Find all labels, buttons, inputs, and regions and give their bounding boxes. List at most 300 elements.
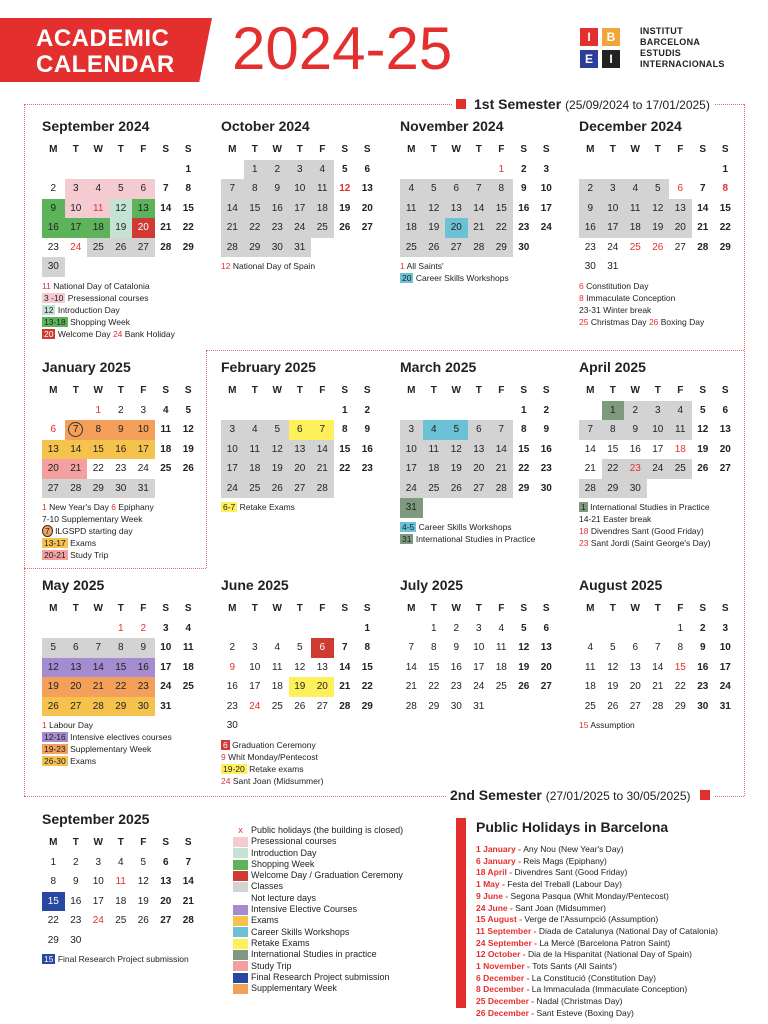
day-number: 17 — [473, 661, 485, 673]
day-cell — [647, 218, 670, 238]
day-number: 22 — [361, 681, 373, 693]
empty-cell — [400, 160, 423, 180]
day-cell — [400, 420, 423, 440]
day-cell — [155, 440, 178, 460]
day-cell — [535, 440, 558, 460]
day-number: 14 — [316, 443, 328, 455]
day-cell — [132, 479, 155, 499]
day-cell — [266, 199, 289, 219]
day-number: 13 — [473, 443, 485, 455]
day-number: 25 — [92, 241, 104, 253]
weekday-header: M — [49, 603, 58, 615]
month-title: April 2025 — [579, 359, 646, 375]
day-number: 20 — [629, 681, 641, 693]
weekday-header: F — [677, 385, 684, 397]
holiday-item — [476, 996, 718, 1008]
day-number: 11 — [496, 642, 507, 654]
empty-cell — [65, 160, 88, 180]
legend-item — [233, 961, 403, 972]
day-cell — [311, 677, 334, 697]
day-cell — [669, 401, 692, 421]
note-line — [579, 525, 755, 537]
day-cell — [535, 218, 558, 238]
day-cell — [669, 677, 692, 697]
day-number: 6 — [50, 424, 57, 436]
day-cell — [714, 420, 737, 440]
note-date: 24 — [112, 328, 123, 339]
legend-item — [233, 836, 403, 847]
day-cell — [714, 160, 737, 180]
day-cell — [221, 677, 244, 697]
weekday-header: S — [162, 603, 170, 615]
day-cell — [423, 697, 446, 717]
day-number: 7 — [68, 422, 83, 437]
day-number: 29 — [674, 700, 686, 712]
legend-swatch — [233, 905, 248, 915]
legend-item — [233, 915, 403, 926]
day-cell — [311, 479, 334, 499]
day-cell — [289, 179, 312, 199]
day-cell — [624, 218, 647, 238]
note-date: 19-23 — [44, 744, 66, 754]
day-number: 27 — [137, 241, 149, 253]
day-number: 18 — [115, 895, 127, 907]
day-number: 20 — [540, 661, 552, 673]
empty-cell — [221, 619, 244, 639]
day-number: 26 — [450, 482, 462, 494]
day-number: 4 — [498, 622, 505, 634]
day-cell — [579, 218, 602, 238]
day-number: 11 — [406, 202, 417, 214]
holiday-separator: - — [499, 879, 508, 890]
day-cell — [334, 179, 357, 199]
day-cell — [468, 179, 491, 199]
day-number: 12 — [137, 876, 149, 888]
day-cell — [400, 218, 423, 238]
day-cell — [692, 619, 715, 639]
day-number: 22 — [518, 463, 530, 475]
day-number: 10 — [540, 183, 552, 195]
day-cell — [87, 638, 110, 658]
day-number: 16 — [518, 202, 530, 214]
day-cell — [669, 638, 692, 658]
day-cell — [87, 697, 110, 717]
day-number: 6 — [140, 183, 147, 195]
day-number: 18 — [160, 443, 172, 455]
holiday-name: La Immaculada (Immaculate Conception) — [531, 984, 688, 995]
day-number: 19 — [137, 895, 149, 907]
day-number: 25 — [674, 463, 686, 475]
day-number: 24 — [294, 222, 306, 234]
day-number: 14 — [584, 443, 596, 455]
note-line — [42, 755, 218, 767]
day-number: 19 — [607, 681, 619, 693]
day-number: 14 — [473, 202, 485, 214]
day-cell — [244, 420, 267, 440]
day-cell — [110, 459, 133, 479]
note-date: 25 — [579, 316, 589, 327]
weekday-header: W — [630, 603, 640, 615]
day-cell — [602, 658, 625, 678]
holiday-name: Festa del Treball (Labour Day) — [507, 879, 622, 890]
day-number: 29 — [518, 482, 530, 494]
empty-cell — [490, 401, 513, 421]
day-number: 9 — [699, 642, 706, 654]
month-calendar — [579, 118, 755, 328]
day-number: 13 — [316, 661, 328, 673]
day-cell — [468, 619, 491, 639]
empty-cell — [42, 160, 65, 180]
day-number: 10 — [607, 202, 619, 214]
legend-label: Study Trip — [251, 960, 292, 971]
empty-cell — [579, 401, 602, 421]
day-number: 13 — [719, 424, 731, 436]
day-cell — [400, 459, 423, 479]
day-cell — [356, 401, 379, 421]
note-line — [579, 513, 755, 525]
day-number: 27 — [473, 482, 485, 494]
legend-swatch — [233, 893, 248, 903]
day-number: 17 — [719, 661, 731, 673]
month-title: December 2024 — [579, 118, 682, 134]
day-number: 7 — [475, 183, 482, 195]
note-text: Epiphany — [115, 502, 154, 512]
note-text: Bank Holiday — [122, 328, 175, 339]
weekday-header: S — [520, 603, 528, 615]
day-cell — [289, 420, 312, 440]
weekday-header: S — [162, 144, 170, 156]
note-date: 3 -10 — [44, 292, 64, 303]
day-cell — [647, 677, 670, 697]
note-line — [579, 304, 755, 316]
day-number: 13 — [674, 202, 686, 214]
weekday-header: T — [609, 603, 616, 615]
day-cell — [155, 619, 178, 639]
day-number: 12 — [428, 202, 440, 214]
day-cell — [669, 658, 692, 678]
legend-swatch — [233, 916, 248, 926]
weekday-header: T — [72, 385, 79, 397]
holiday-separator: - — [506, 867, 515, 878]
note-date: 1 — [42, 502, 47, 512]
day-cell — [266, 420, 289, 440]
note-line — [42, 513, 218, 525]
day-cell — [289, 658, 312, 678]
holiday-date: 1 May — [476, 879, 500, 890]
month-notes — [579, 501, 755, 549]
empty-cell — [602, 619, 625, 639]
day-number: 28 — [584, 482, 596, 494]
day-number: 8 — [430, 642, 437, 654]
day-cell — [692, 638, 715, 658]
legend-item — [233, 859, 403, 870]
day-cell — [110, 440, 133, 460]
day-cell — [110, 238, 133, 258]
legend-label: Shopping Week — [251, 858, 315, 869]
day-number: 26 — [339, 222, 351, 234]
day-cell — [42, 479, 65, 499]
legend-swatch — [233, 939, 248, 949]
month-notes — [42, 280, 218, 340]
day-number: 19 — [271, 463, 283, 475]
first-semester-dates: (25/09/2024 to 17/01/2025) — [565, 98, 710, 112]
day-number: 4 — [319, 163, 326, 175]
empty-cell — [647, 160, 670, 180]
day-cell — [334, 697, 357, 717]
day-cell — [65, 218, 88, 238]
legend-item — [233, 893, 403, 904]
day-cell — [42, 179, 65, 199]
day-number: 20 — [316, 681, 328, 693]
day-number: 20 — [137, 222, 149, 234]
day-cell — [177, 179, 200, 199]
day-cell — [513, 179, 536, 199]
day-cell — [669, 420, 692, 440]
day-number: 26 — [428, 241, 440, 253]
month-grid — [221, 381, 397, 498]
day-number: 8 — [50, 876, 57, 888]
day-number: 27 — [540, 681, 552, 693]
day-number: 5 — [185, 404, 192, 416]
day-cell — [132, 238, 155, 258]
day-number: 9 — [364, 424, 371, 436]
month-notes — [400, 260, 576, 284]
month-calendar — [221, 118, 397, 272]
weekday-header: T — [430, 385, 437, 397]
day-cell — [334, 218, 357, 238]
month-notes — [221, 739, 397, 787]
day-number: 6 — [543, 622, 550, 634]
day-number: 30 — [584, 261, 596, 273]
institution-line: ESTUDIS — [640, 48, 682, 58]
day-cell — [468, 199, 491, 219]
day-number: 20 — [294, 463, 306, 475]
day-number: 20 — [473, 463, 485, 475]
day-number: 18 — [495, 661, 507, 673]
day-number: 14 — [92, 661, 104, 673]
day-cell — [110, 401, 133, 421]
day-number: 9 — [117, 424, 124, 436]
day-cell — [110, 697, 133, 717]
month-title: September 2024 — [42, 118, 150, 134]
day-number: 2 — [543, 404, 550, 416]
note-line — [42, 953, 218, 965]
month-notes — [42, 953, 218, 965]
weekday-header: W — [272, 144, 282, 156]
day-number: 14 — [160, 202, 172, 214]
legend-label: Classes — [251, 881, 284, 892]
day-number: 10 — [226, 443, 238, 455]
day-cell — [669, 619, 692, 639]
day-cell — [266, 658, 289, 678]
legend-label: International Studies in practice — [251, 949, 377, 960]
day-number: 23 — [271, 222, 283, 234]
note-text: 14-21 — [579, 514, 601, 524]
day-number: 24 — [160, 681, 172, 693]
note-date: 15 — [579, 720, 589, 730]
empty-cell — [669, 160, 692, 180]
day-number: 5 — [117, 183, 124, 195]
day-number: 22 — [182, 222, 194, 234]
empty-cell — [244, 401, 267, 421]
day-cell — [110, 658, 133, 678]
day-number: 10 — [719, 642, 731, 654]
day-cell — [356, 420, 379, 440]
day-number: 15 — [607, 443, 619, 455]
holiday-item — [476, 938, 718, 950]
day-number: 4 — [185, 622, 192, 634]
day-number: 21 — [70, 463, 82, 475]
day-number: 11 — [272, 661, 283, 673]
day-cell — [602, 218, 625, 238]
day-number: 28 — [182, 915, 194, 927]
note-text: Supplementary Week — [59, 514, 143, 524]
holiday-date: 26 December — [476, 1007, 529, 1018]
day-number: 28 — [160, 241, 172, 253]
month-grid — [579, 381, 755, 498]
day-number: 29 — [719, 241, 731, 253]
day-cell — [602, 420, 625, 440]
holiday-separator: - — [531, 937, 540, 948]
month-grid — [221, 140, 397, 257]
empty-cell — [266, 401, 289, 421]
day-cell — [692, 658, 715, 678]
logo-letter-2: B — [602, 28, 620, 46]
day-cell — [65, 199, 88, 219]
day-cell — [535, 677, 558, 697]
weekday-header: S — [699, 385, 707, 397]
weekday-header: W — [93, 385, 103, 397]
note-line — [221, 775, 397, 787]
day-cell — [289, 479, 312, 499]
day-cell — [692, 420, 715, 440]
day-number: 3 — [296, 163, 303, 175]
day-number: 27 — [70, 700, 82, 712]
day-cell — [132, 619, 155, 639]
day-number: 17 — [652, 443, 664, 455]
day-number: 7 — [162, 183, 169, 195]
note-text: Shopping Week — [67, 316, 130, 327]
day-cell — [535, 459, 558, 479]
day-number: 16 — [450, 661, 462, 673]
day-cell — [423, 218, 446, 238]
semester-divider — [206, 350, 744, 351]
day-number: 9 — [520, 183, 527, 195]
day-number: 31 — [294, 241, 306, 253]
empty-cell — [65, 401, 88, 421]
day-number: 8 — [185, 183, 192, 195]
note-text: National Day of Catalonia — [50, 280, 150, 291]
note-line — [579, 719, 755, 731]
note-line — [42, 537, 218, 549]
day-cell — [423, 440, 446, 460]
day-cell — [535, 199, 558, 219]
day-cell — [602, 257, 625, 277]
day-cell — [110, 479, 133, 499]
day-number: 26 — [271, 482, 283, 494]
weekday-header: F — [677, 144, 684, 156]
day-number: 21 — [160, 222, 172, 234]
day-cell — [356, 459, 379, 479]
day-cell — [602, 440, 625, 460]
institution-line: BARCELONA — [640, 37, 701, 47]
day-cell — [513, 619, 536, 639]
day-number: 15 — [182, 202, 194, 214]
day-cell — [490, 479, 513, 499]
legend-swatch — [233, 984, 248, 994]
weekday-header: T — [117, 385, 124, 397]
legend-item — [233, 949, 403, 960]
day-number: 24 — [540, 222, 552, 234]
empty-cell — [400, 619, 423, 639]
day-cell — [87, 179, 110, 199]
day-cell — [490, 658, 513, 678]
day-cell — [423, 238, 446, 258]
weekday-header: T — [430, 603, 437, 615]
note-text: Divendres Sant (Good Friday) — [588, 526, 704, 536]
empty-cell — [42, 619, 65, 639]
day-cell — [423, 479, 446, 499]
day-number: 19 — [294, 681, 306, 693]
day-number: 1 — [677, 622, 684, 634]
day-cell — [423, 420, 446, 440]
legend-label: Supplementary Week — [251, 983, 337, 994]
day-number: 24 — [226, 482, 238, 494]
day-number: 23 — [629, 463, 641, 475]
day-cell — [311, 638, 334, 658]
day-cell — [311, 420, 334, 440]
day-number: 11 — [675, 424, 686, 436]
day-cell — [669, 440, 692, 460]
day-number: 17 — [137, 443, 149, 455]
day-number: 18 — [405, 222, 417, 234]
day-number: 3 — [543, 163, 550, 175]
institution-line: INSTITUT — [640, 26, 683, 36]
day-number: 2 — [453, 622, 460, 634]
day-cell — [132, 401, 155, 421]
day-cell — [221, 199, 244, 219]
day-number: 23 — [226, 700, 238, 712]
weekday-header: M — [49, 837, 58, 849]
day-cell — [311, 218, 334, 238]
day-cell — [266, 218, 289, 238]
day-number: 14 — [652, 661, 664, 673]
legend-item — [233, 972, 403, 983]
note-date: 12 — [221, 261, 231, 271]
day-number: 26 — [294, 700, 306, 712]
day-number: 2 — [72, 856, 79, 868]
day-cell — [155, 872, 178, 892]
empty-cell — [423, 401, 446, 421]
day-cell — [289, 459, 312, 479]
day-number: 27 — [629, 700, 641, 712]
day-number: 24 — [137, 463, 149, 475]
day-cell — [244, 160, 267, 180]
day-number: 5 — [274, 424, 281, 436]
note-text: Easter break — [600, 514, 652, 524]
day-cell — [400, 179, 423, 199]
day-number: 12 — [697, 424, 709, 436]
title-banner-text — [36, 26, 175, 78]
holiday-item — [476, 984, 718, 996]
day-cell — [289, 638, 312, 658]
day-cell — [490, 459, 513, 479]
day-cell — [714, 658, 737, 678]
day-number: 6 — [475, 424, 482, 436]
semester-frame-left — [24, 104, 25, 796]
day-number: 28 — [652, 700, 664, 712]
day-cell — [132, 440, 155, 460]
